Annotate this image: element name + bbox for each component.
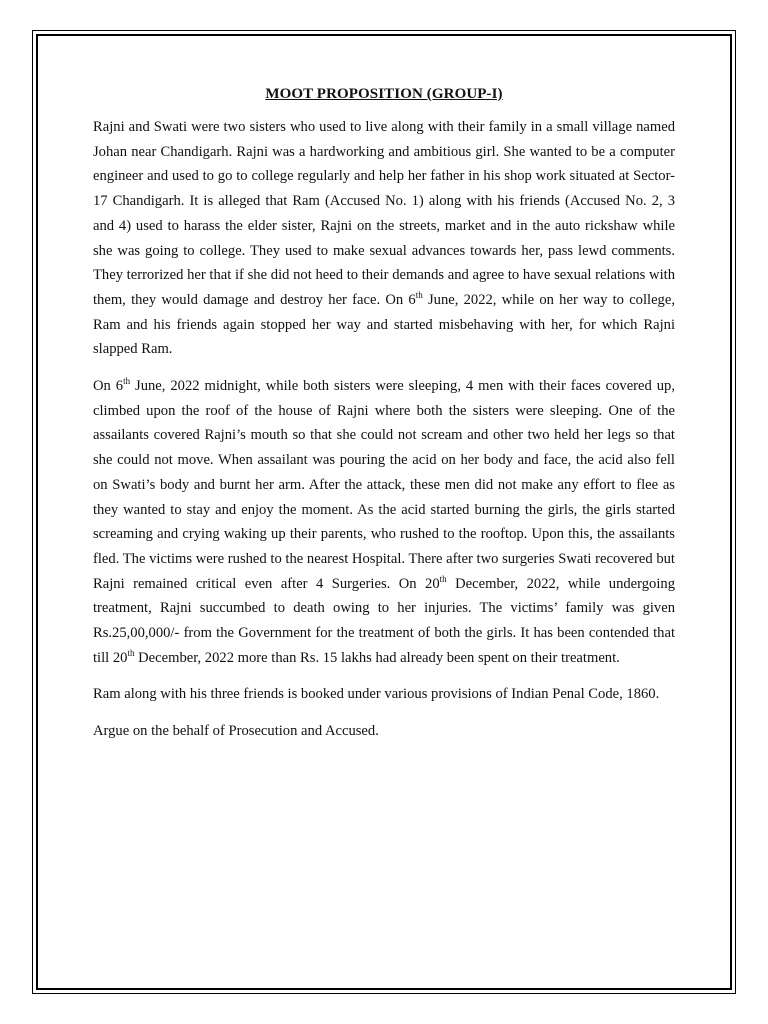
document-body [93,86,675,756]
text-run: On 6 [93,378,124,395]
text-run: December, 2022 more than Rs. 15 lakhs had already been spent on their treatment. [134,649,620,666]
ordinal-suffix: th [127,647,135,658]
ordinal-suffix: th [123,376,131,387]
paragraph-charges [93,682,675,707]
paragraph-instruction [93,719,675,744]
paragraph-facts [93,115,675,362]
ordinal-suffix: th [415,289,423,300]
text-run: June, 2022 midnight, while both sisters were sleeping, 4 men with their faces covered up, climbed upon the roof of the house of Rajni where both the sisters were sleeping. One of the assailants covered Rajni’s mouth so that she could not scream and other two held her legs so that she could not move. When assailant was pouring the acid on her body and face, the acid also fell on Swati’s body and burnt her arm. After the attack, these men did not make any effort to flee as they wanted to stay and enjoy the moment. As the acid started burning the girls, the girls started screaming and crying waking up their parents, who rushed to the rooftop. Upon this, the assailants fled. The victims were rushed to the nearest Hospital. There after two surgeries Swati recovered but Rajni remained critical even after 4 Surgeries. On 20 [93,378,675,592]
text-run: June, 2022, while on her way to college, Ram and his friends again stopped her way and started misbehaving with her, for which Rajni slapped Ram. [93,291,675,358]
text-run: Argue on the behalf of Prosecution and Accused. [93,723,379,740]
ordinal-suffix: th [439,573,447,584]
text-run: December, 2022, while undergoing treatment, Rajni succumbed to death owing to her injuries. The victims’ family was given Rs.25,00,000/- from the Government for the treatment of both the girls. It has been contended that till 20 [93,575,675,666]
text-run: Rajni and Swati were two sisters who used to live along with their family in a small village named Johan near Chandigarh. Rajni was a hardworking and ambitious girl. She wanted to be a computer engineer and used to go to college regularly and help her father in his shop work situated at Sector-17 Chandigarh. It is alleged that Ram (Accused No. 1) along with his friends (Accused No. 2, 3 and 4) used to harass the elder sister, Rajni on the streets, market and in the auto rickshaw while she was going to college. They used to make sexual advances towards her, pass lewd comments. They terrorized her that if she did not heed to their demands and agree to have sexual relations with them, they would damage and destroy her face. On 6 [93,119,675,308]
text-run: Ram along with his three friends is booked under various provisions of Indian Penal Code, 1860. [93,686,660,703]
paragraph-incident [93,374,675,670]
document-title: MOOT PROPOSITION (GROUP-I) [265,86,503,102]
